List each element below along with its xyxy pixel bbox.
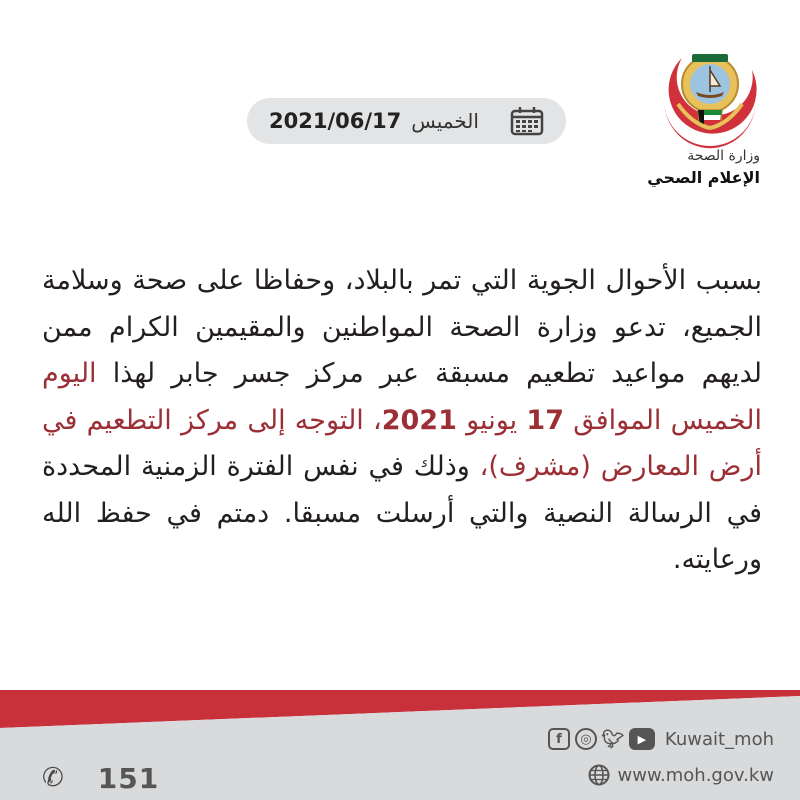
website-link: [588, 762, 774, 788]
website-url[interactable]: www.moh.gov.kw: [617, 764, 774, 786]
hotline-number[interactable]: 151: [97, 761, 160, 795]
announcement-part1: بسبب الأحوال الجوية التي تمر بالبلاد، وحفاظا على صحة وسلامة الجميع، تدعو وزارة الصحة المواطنين والمقيمين الكرام ممن لديهم مواعيد تطعيم مسبقة عبر مركز جسر جابر لهذا: [42, 265, 762, 389]
globe-icon: [588, 764, 610, 786]
highlight-year: 2021: [381, 404, 457, 436]
announcement-part2: وذلك في نفس الفترة الزمنية المحددة في الرسالة النصية والتي أرسلت مسبقا. دمتم في حفظ الله ورعايته.: [42, 451, 762, 575]
highlight-b: يونيو: [456, 404, 527, 436]
ministry-label: [647, 146, 760, 190]
date-value: 2021/06/17: [269, 109, 402, 133]
highlight-day: 17: [526, 404, 564, 436]
calendar-icon: [510, 106, 544, 136]
social-links: [548, 726, 774, 752]
phone-icon: ✆: [42, 763, 64, 793]
twitter-icon[interactable]: 🐦︎: [601, 728, 625, 750]
hotline: [42, 760, 159, 796]
instagram-icon[interactable]: ◎: [575, 728, 597, 750]
announcement-text: [42, 258, 762, 584]
date-text: [269, 98, 479, 144]
day-name: الخميس: [411, 109, 479, 133]
kuwait-emblem-logo: [652, 40, 768, 150]
date-pill: [247, 98, 566, 144]
highlight-a: اليوم الخميس الموافق: [42, 358, 762, 436]
ministry-name: وزارة الصحة: [687, 148, 760, 164]
social-handle[interactable]: Kuwait_moh: [664, 728, 774, 750]
highlight-c: ، التوجه إلى مركز التطعيم في أرض المعارض (مشرف)،: [42, 404, 762, 482]
youtube-icon[interactable]: ▶: [629, 728, 655, 750]
facebook-icon[interactable]: f: [548, 728, 570, 750]
department-name: الإعلام الصحي: [647, 168, 760, 187]
